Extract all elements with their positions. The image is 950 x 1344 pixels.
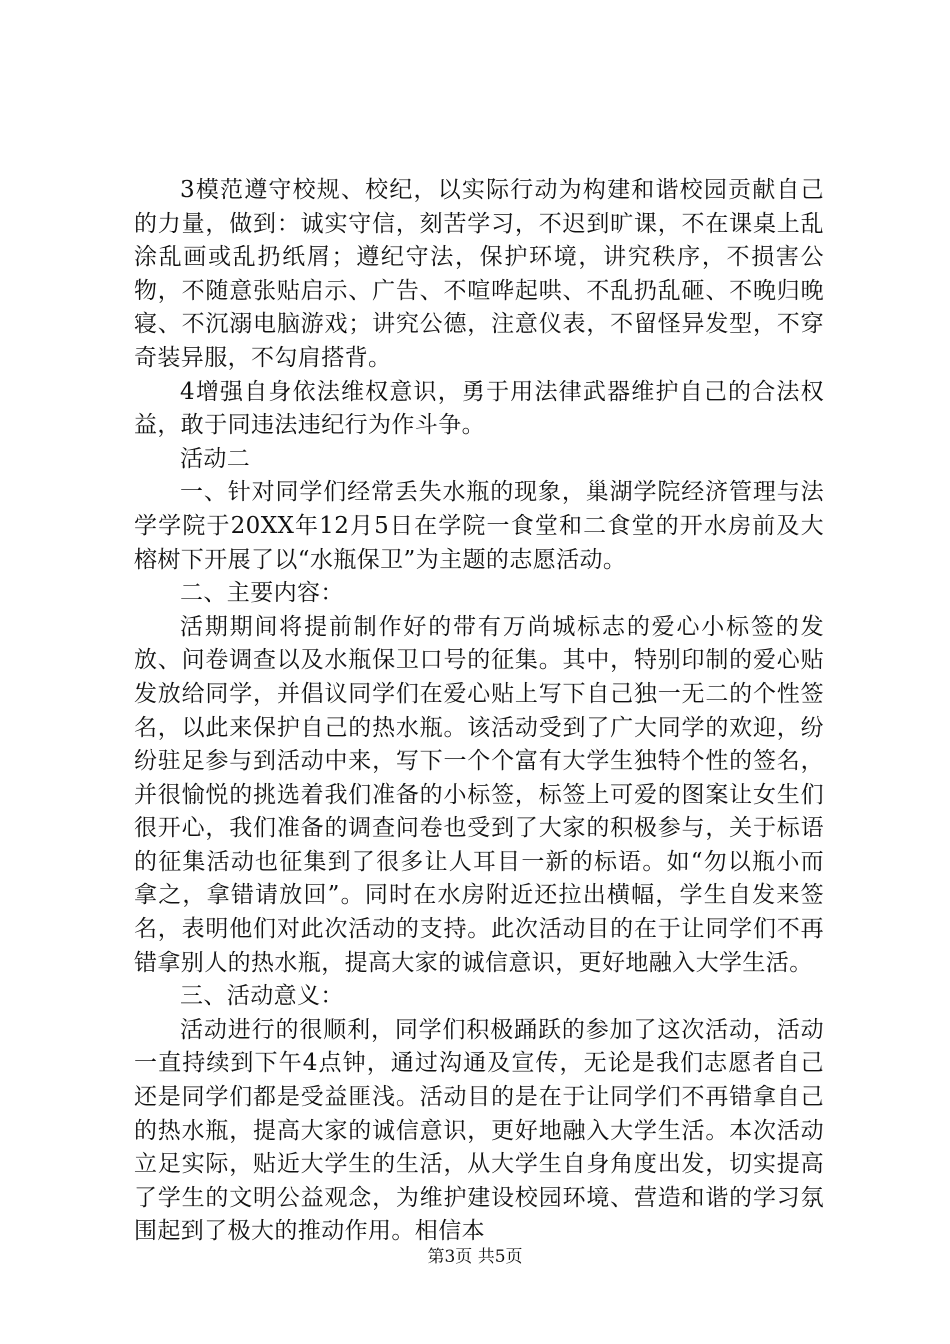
paragraph-rule-3: 3模范遵守校规、校纪，以实际行动为构建和谐校园贡献自己的力量，做到：诚实守信，刻苦学习，不迟到旷课，不在课桌上乱涂乱画或乱扔纸屑；遵纪守法，保护环境，讲究秩序，不损害公物，不随意张贴启示、广告、不喧哗起哄、不乱扔乱砸、不晚归晚寝、不沉溺电脑游戏；讲究公德，注意仪表，不留怪异发型，不穿奇装异服，不勾肩搭背。	[134, 177, 824, 371]
section-heading-activity-2: 活动二	[180, 445, 251, 472]
paragraph-activity-intro: 一、针对同学们经常丢失水瓶的现象，巢湖学院经济管理与法学学院于20XX年12月5日在学院一食堂和二食堂的开水房前及大榕树下开展了以“水瓶保卫”为主题的志愿活动。	[134, 479, 824, 573]
paragraph-rule-4: 4增强自身依法维权意识，勇于用法律武器维护自己的合法权益，敢于同违法违纪行为作斗争。	[134, 378, 824, 439]
paragraph-significance: 活动进行的很顺利，同学们积极踊跃的参加了这次活动，活动一直持续到下午4点钟，通过沟通及宣传，无论是我们志愿者自己还是同学们都是受益匪浅。活动目的是在于让同学们不再错拿自己的热水瓶，提高大家的诚信意识，更好地融入大学生活。本次活动立足实际，贴近大学生的生活，从大学生自身角度出发，切实提高了学生的文明公益观念，为维护建设校园环境、营造和谐的学习氛围起到了极大的推动作用。相信本	[134, 1016, 824, 1245]
subheading-main-content: 二、主要内容：	[180, 580, 344, 607]
paragraph-main-content: 活期期间将提前制作好的带有万尚城标志的爱心小标签的发放、问卷调查以及水瓶保卫口号的征集。其中，特别印制的爱心贴发放给同学，并倡议同学们在爱心贴上写下自己独一无二的个性签名，以此来保护自己的热水瓶。该活动受到了广大同学的欢迎，纷纷驻足参与到活动中来，写下一个个富有大学生独特个性的签名，并很愉悦的挑选着我们准备的小标签，标签上可爱的图案让女生们很开心，我们准备的调查问卷也受到了大家的积极参与，关于标语的征集活动也征集到了很多让人耳目一新的标语。如“勿以瓶小而拿之，拿错请放回”。同时在水房附近还拉出横幅，学生自发来签名，表明他们对此次活动的支持。此次活动目的在于让同学们不再错拿别人的热水瓶，提高大家的诚信意识，更好地融入大学生活。	[134, 613, 824, 976]
page-number-footer: 第3页 共5页	[427, 1247, 523, 1267]
subheading-significance: 三、活动意义：	[180, 983, 344, 1010]
document-body	[134, 174, 824, 1249]
